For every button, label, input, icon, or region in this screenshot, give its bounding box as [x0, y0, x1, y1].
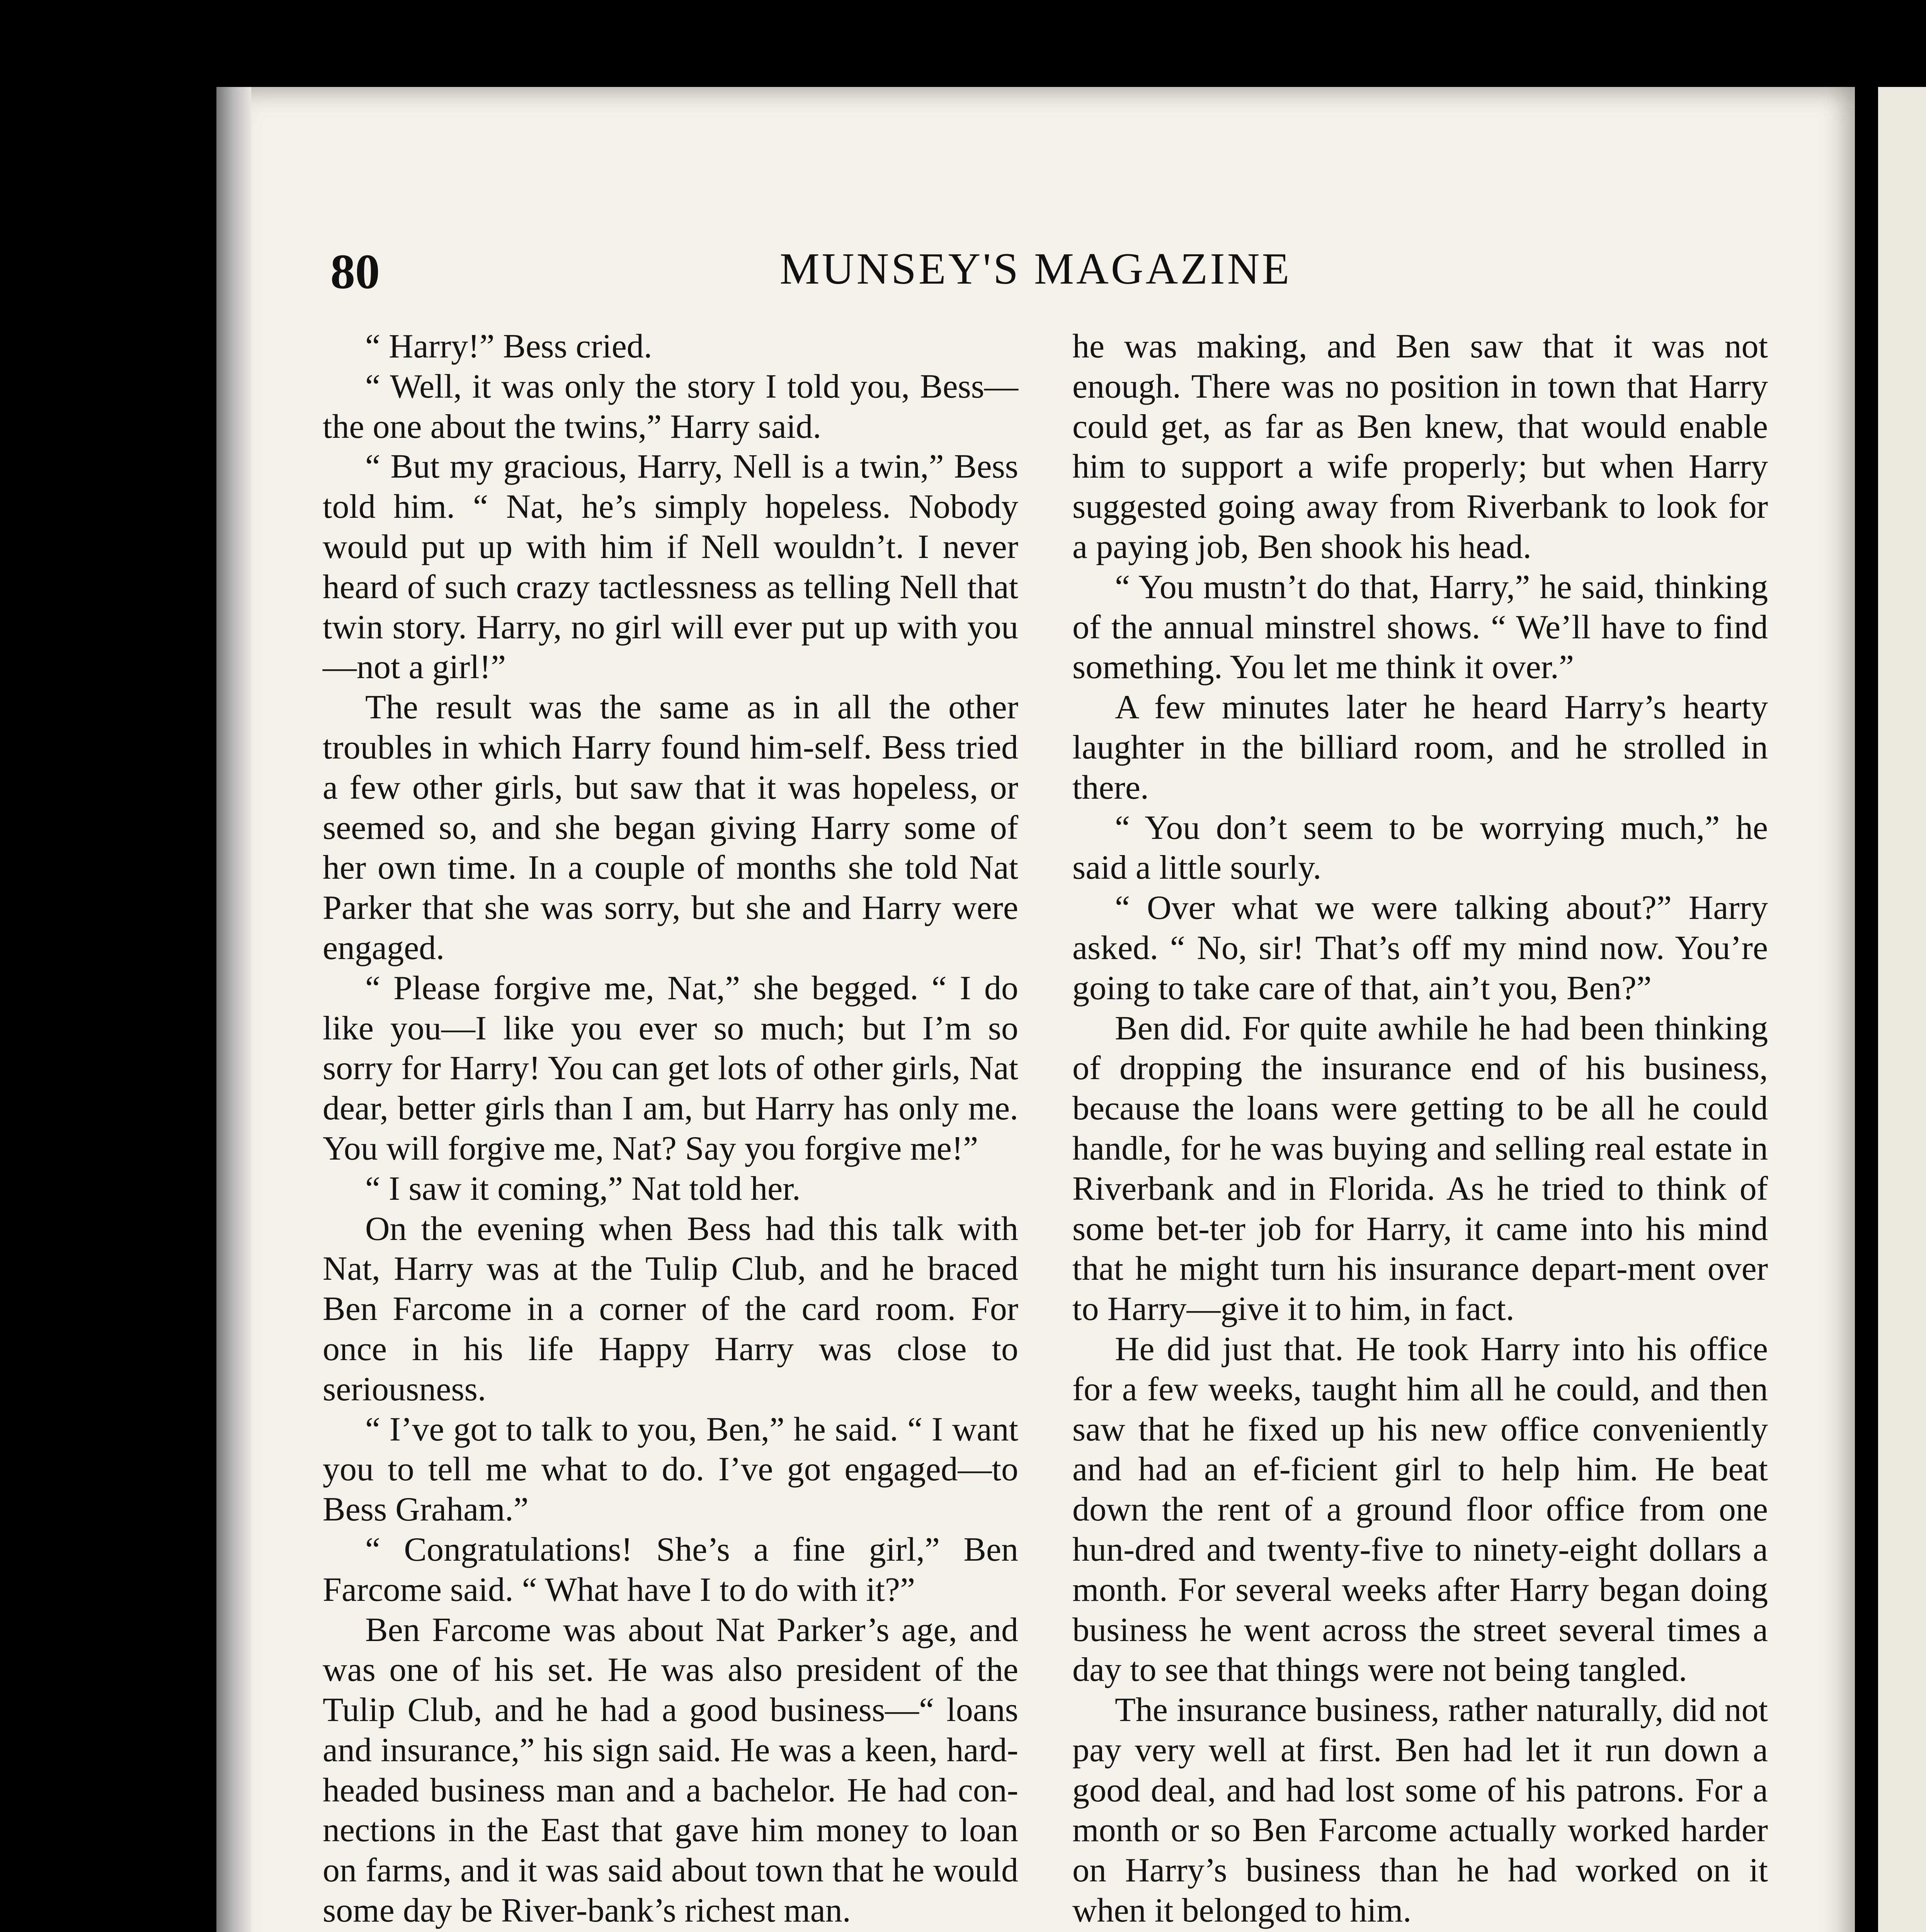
paragraph: “ I’ve got to talk to you, Ben,” he said. “ I want you to tell me what to do. I’ve got engaged—to Bess Graham.” — [323, 1410, 1018, 1529]
paragraph: He did just that. He took Harry into his office for a few weeks, taught him all he could, and then saw that he fixed up his new office conveniently and had an ef-ficient girl to help him. He beat down the rent of a ground floor office from one hun-dred and twenty-five to ninety-eight dollars a month. For several weeks after Harry began doing business he went across the street several times a day to see that things were not being tangled. — [1072, 1330, 1768, 1689]
paragraph: “ You don’t seem to be worrying much,” he said a little sourly. — [1072, 809, 1768, 887]
page-spine-shadow — [216, 87, 251, 1932]
paragraph: “ Please forgive me, Nat,” she begged. “ I do like you—I like you ever so much; but I’m so sorry for Harry! You can get lots of other girls, Nat dear, better girls than I am, but Harry has only me. You will forgive me, Nat? Say you forgive me!” — [323, 969, 1018, 1167]
page-number: 80 — [330, 244, 380, 299]
paragraph: Ben Farcome was about Nat Parker’s age, and was one of his set. He was also president of the Tulip Club, and he had a good business—“ loans and insurance,” his sign said. He was a keen, hard-headed business man and a bachelor. He had con-nections in the East that gave him money to loan on farms, and it was said about town that he would some day be River-bank’s richest man. — [323, 1611, 1018, 1930]
paragraph: he was making, and Ben saw that it was not enough. There was no position in town that Harry could get, as far as Ben knew, that would enable him to support a wife properly; but when Harry suggested going away from Riverbank to look for a paying job, Ben shook his head. — [1072, 328, 1768, 566]
paragraph: Ben did. For quite awhile he had been thinking of dropping the insurance end of his business, because the loans were getting to be all he could handle, for he was buying and selling real estate in Riverbank and in Florida. As he tried to think of some bet-ter job for Harry, it came into his mind that he might turn his insurance depart-ment over to Harry—give it to him, in fact. — [1072, 1009, 1768, 1328]
paragraph: “ Congratulations! She’s a fine girl,” Ben Farcome said. “ What have I to do with it?” — [323, 1531, 1018, 1609]
paragraph: The insurance business, rather naturally, did not pay very well at first. Ben had let it run down a good deal, and had lost some of his patrons. For a month or so Ben Farcome actually worked harder on Harry’s business than he had worked on it when it belonged to him. — [1072, 1691, 1768, 1930]
paragraph: “ You mustn’t do that, Harry,” he said, thinking of the annual minstrel shows. “ We’ll have to find something. You let me think it over.” — [1072, 568, 1768, 686]
paragraph: A few minutes later he heard Harry’s hearty laughter in the billiard room, and he strolled in there. — [1072, 689, 1768, 806]
adjacent-page-edge — [1878, 87, 1926, 1932]
paragraph: “ But my gracious, Harry, Nell is a twin,” Bess told him. “ Nat, he’s simply hopeless. Nobody would put up with him if Nell wouldn’t. I never heard of such crazy tactlessness as telling Nell that twin story. Harry, no girl will ever put up with you—not a girl!” — [323, 448, 1018, 686]
paragraph: “ I saw it coming,” Nat told her. — [365, 1170, 801, 1208]
right-column — [1072, 327, 1768, 1932]
running-header — [216, 243, 1855, 321]
left-column — [323, 327, 1018, 1932]
book-page — [216, 87, 1855, 1932]
paragraph: The result was the same as in all the other troubles in which Harry found him-self. Bess tried a few other girls, but saw that it was hopeless, or seemed so, and she began giving Harry some of her own time. In a couple of months she told Nat Parker that she was sorry, but she and Harry were engaged. — [323, 689, 1018, 967]
paragraph: “ Harry!” Bess cried. — [365, 328, 652, 365]
paragraph: “ Over what we were talking about?” Harry asked. “ No, sir! That’s off my mind now. You’re going to take care of that, ain’t you, Ben?” — [1072, 889, 1768, 1007]
paragraph: On the evening when Bess had this talk with Nat, Harry was at the Tulip Club, and he braced Ben Farcome in a corner of the card room. For once in his life Happy Harry was close to seriousness. — [323, 1210, 1018, 1408]
paragraph: “ Well, it was only the story I told you, Bess—the one about the twins,” Harry said. — [323, 367, 1018, 446]
magazine-title: MUNSEY'S MAGAZINE — [779, 244, 1292, 294]
